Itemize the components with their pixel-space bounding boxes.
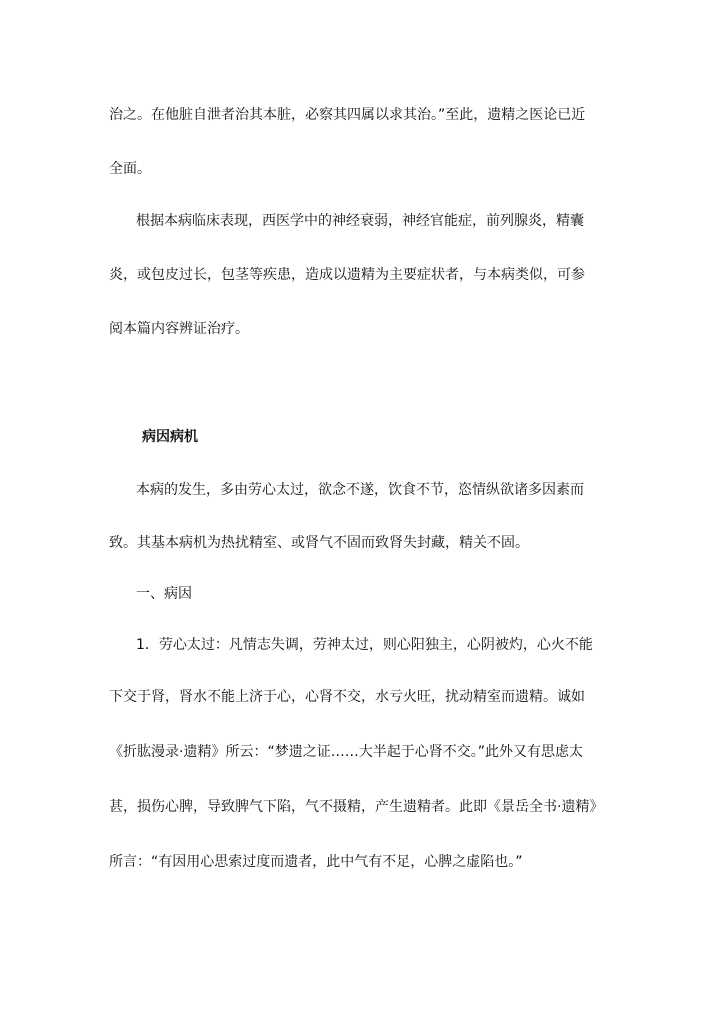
subheading: 一、病因 <box>136 586 192 602</box>
paragraph-start-line: 本病的发生，多由劳心太过，欲念不遂，饮食不节，恣情纵欲诸多因素而 <box>136 482 584 498</box>
numbered-item-line: 1．劳心太过：凡情志失调，劳神太过，则心阳独主，心阴被灼，心火不能 <box>136 637 593 653</box>
text-line: 下交于肾，肾水不能上济于心，心肾不交，水亏火旺，扰动精室而遗精。诚如 <box>109 689 585 705</box>
text-line: 治之。在他脏自泄者治其本脏，必察其四属以求其治。”至此，遗精之医论已近 <box>109 107 586 123</box>
text-line: 炎，或包皮过长，包茎等疾患，造成以遗精为主要症状者，与本病类似，可参 <box>109 267 585 283</box>
text-line: 阅本篇内容辨证治疗。 <box>109 321 249 337</box>
text-line: 所言：“有因用心思索过度而遗者，此中气有不足，心脾之虚陷也。” <box>109 854 523 870</box>
section-heading: 病因病机 <box>142 429 198 445</box>
text-line: 致。其基本病机为热扰精室、或肾气不固而致肾失封藏，精关不固。 <box>109 535 529 551</box>
paragraph-start-line: 根据本病临床表现，西医学中的神经衰弱，神经官能症，前列腺炎，精囊 <box>136 213 584 229</box>
text-line: 全面。 <box>109 161 151 177</box>
text-line: 《折肱漫录·遗精》所云：“梦遗之证……大半起于心肾不交。”此外又有思虑太 <box>109 744 583 760</box>
text-line: 甚，损伤心脾，导致脾气下陷，气不摄精，产生遗精者。此即《景岳全书·遗精》 <box>109 799 604 815</box>
